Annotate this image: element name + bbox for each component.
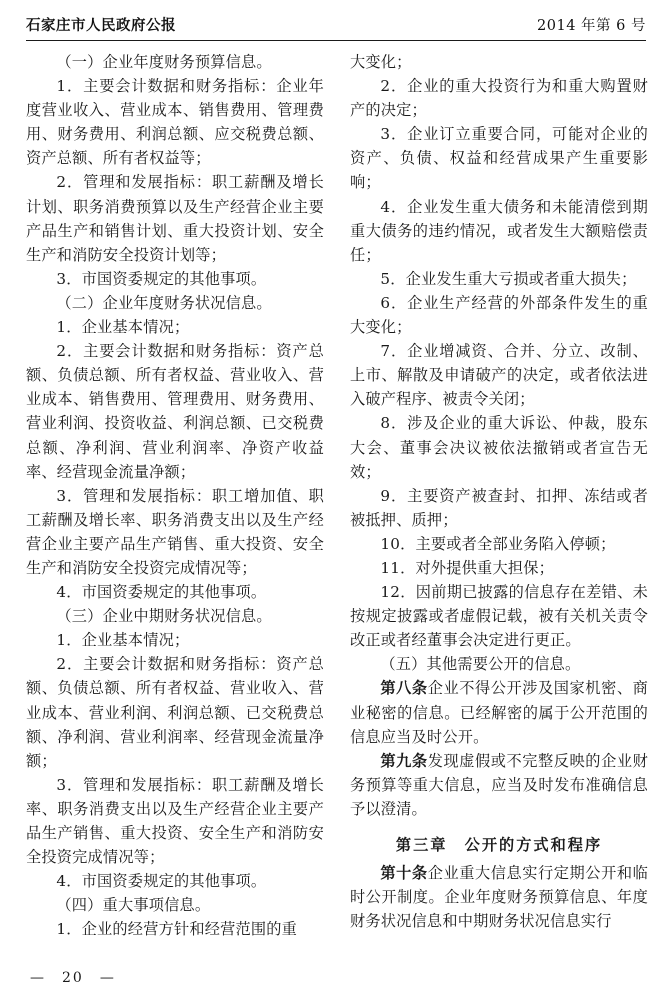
paragraph: 7．企业增减资、合并、分立、改制、上市、解散及申请破产的决定，或者依法进入破产程序、被责令关闭； [350, 342, 648, 409]
paragraph: 3．市国资委规定的其他事项。 [56, 269, 267, 288]
article-paragraph [350, 861, 648, 933]
chapter-heading: 第三章 公开的方式和程序 [395, 836, 603, 854]
paragraph: 12．因前期已披露的信息存在差错、未按规定披露或者虚假记载，被有关机关责令改正或者经董事会决定进行更正。 [350, 583, 648, 650]
article-paragraph [350, 749, 648, 821]
paragraph: 2．企业的重大投资行为和重大购置财产的决定； [350, 77, 648, 120]
paragraph: 4．市国资委规定的其他事项。 [56, 583, 267, 602]
paragraph: 6．企业生产经营的外部条件发生的重大变化； [350, 293, 648, 337]
page-number: — 20 — [30, 970, 116, 986]
paragraph: （四）重大事项信息。 [56, 896, 211, 915]
paragraph: 大变化； [350, 53, 412, 71]
paragraph: 1．企业基本情况； [56, 631, 190, 650]
paragraph: 3．管理和发展指标：职工增加值、职工薪酬及增长率、职务消费支出以及生产经营企业主要产品生产销售、重大投资、安全生产和消防安全投资完成情况等； [26, 486, 324, 577]
paragraph: （三）企业中期财务状况信息。 [56, 607, 272, 626]
right-column [350, 50, 648, 941]
paragraph: 2．主要会计数据和财务指标：资产总额、负债总额、所有者权益、营业收入、营业成本、营业利润、利润总额、已交税费总额、净利润、营业利润率、经营现金流量净额； [26, 655, 324, 770]
left-column [26, 50, 324, 941]
paragraph: 2．主要会计数据和财务指标：资产总额、负债总额、所有者权益、营业收入、营业成本、销售费用、管理费用、财务费用、营业利润、投资收益、利润总额、已交税费总额、净利润、营业利润率、净资产收益率、经营现金流量净额； [26, 342, 324, 481]
article-text: 企业重大信息实行定期公开和临时公开制度。企业年度财务预算信息、年度财务状况信息和中期财务状况信息实行 [350, 864, 648, 931]
two-column-body [26, 50, 646, 941]
article-text: 发现虚假或不完整反映的企业财务预算等重大信息，应当及时发布准确信息予以澄清。 [350, 751, 648, 818]
article-text: 企业不得公开涉及国家机密、商业秘密的信息。已经解密的属于公开范围的信息应当及时公开。 [350, 679, 648, 746]
paragraph: 1．企业基本情况； [56, 318, 190, 337]
paragraph: （二）企业年度财务状况信息。 [56, 293, 272, 312]
paragraph: 11．对外提供重大担保； [380, 558, 554, 577]
header-publication-title: 石家庄市人民政府公报 [26, 17, 176, 34]
paragraph: 8．涉及企业的重大诉讼、仲裁，股东大会、董事会决议被依法撤销或者宣告无效； [350, 414, 648, 481]
article-paragraph [350, 676, 648, 748]
paragraph: （一）企业年度财务预算信息。 [56, 53, 272, 71]
paragraph: 2．管理和发展指标：职工薪酬及增长计划、职务消费预算以及生产经营企业主要产品生产和销售计划、重大投资计划、安全生产和消防安全投资计划等； [26, 173, 324, 264]
paragraph: 9．主要资产被查封、扣押、冻结或者被抵押、质押； [350, 486, 648, 529]
paragraph: 3．管理和发展指标：职工薪酬及增长率、职务消费支出以及生产经营企业主要产品生产销售、重大投资、安全生产和消防安全投资完成情况等； [26, 775, 324, 867]
article-number: 第八条 [380, 679, 428, 698]
paragraph: （五）其他需要公开的信息。 [380, 655, 581, 674]
paragraph: 1．主要会计数据和财务指标：企业年度营业收入、营业成本、销售费用、管理费用、财务费用、利润总额、应交税费总额、资产总额、所有者权益等； [26, 77, 324, 168]
page-header [26, 14, 646, 41]
paragraph: 3．企业订立重要合同，可能对企业的资产、负债、权益和经营成果产生重要影响； [350, 125, 648, 192]
paragraph: 4．企业发生重大债务和未能清偿到期重大债务的违约情况，或者发生大额赔偿责任； [350, 197, 648, 264]
header-issue-number: 2014 年第 6 号 [537, 18, 646, 34]
paragraph: 5．企业发生重大亏损或者重大损失； [380, 269, 637, 288]
article-number: 第九条 [380, 751, 428, 770]
article-number: 第十条 [380, 864, 428, 883]
paragraph: 4．市国资委规定的其他事项。 [56, 872, 267, 891]
paragraph: 1．企业的经营方针和经营范围的重 [56, 920, 298, 939]
paragraph: 10．主要或者全部业务陷入停顿； [380, 534, 616, 553]
